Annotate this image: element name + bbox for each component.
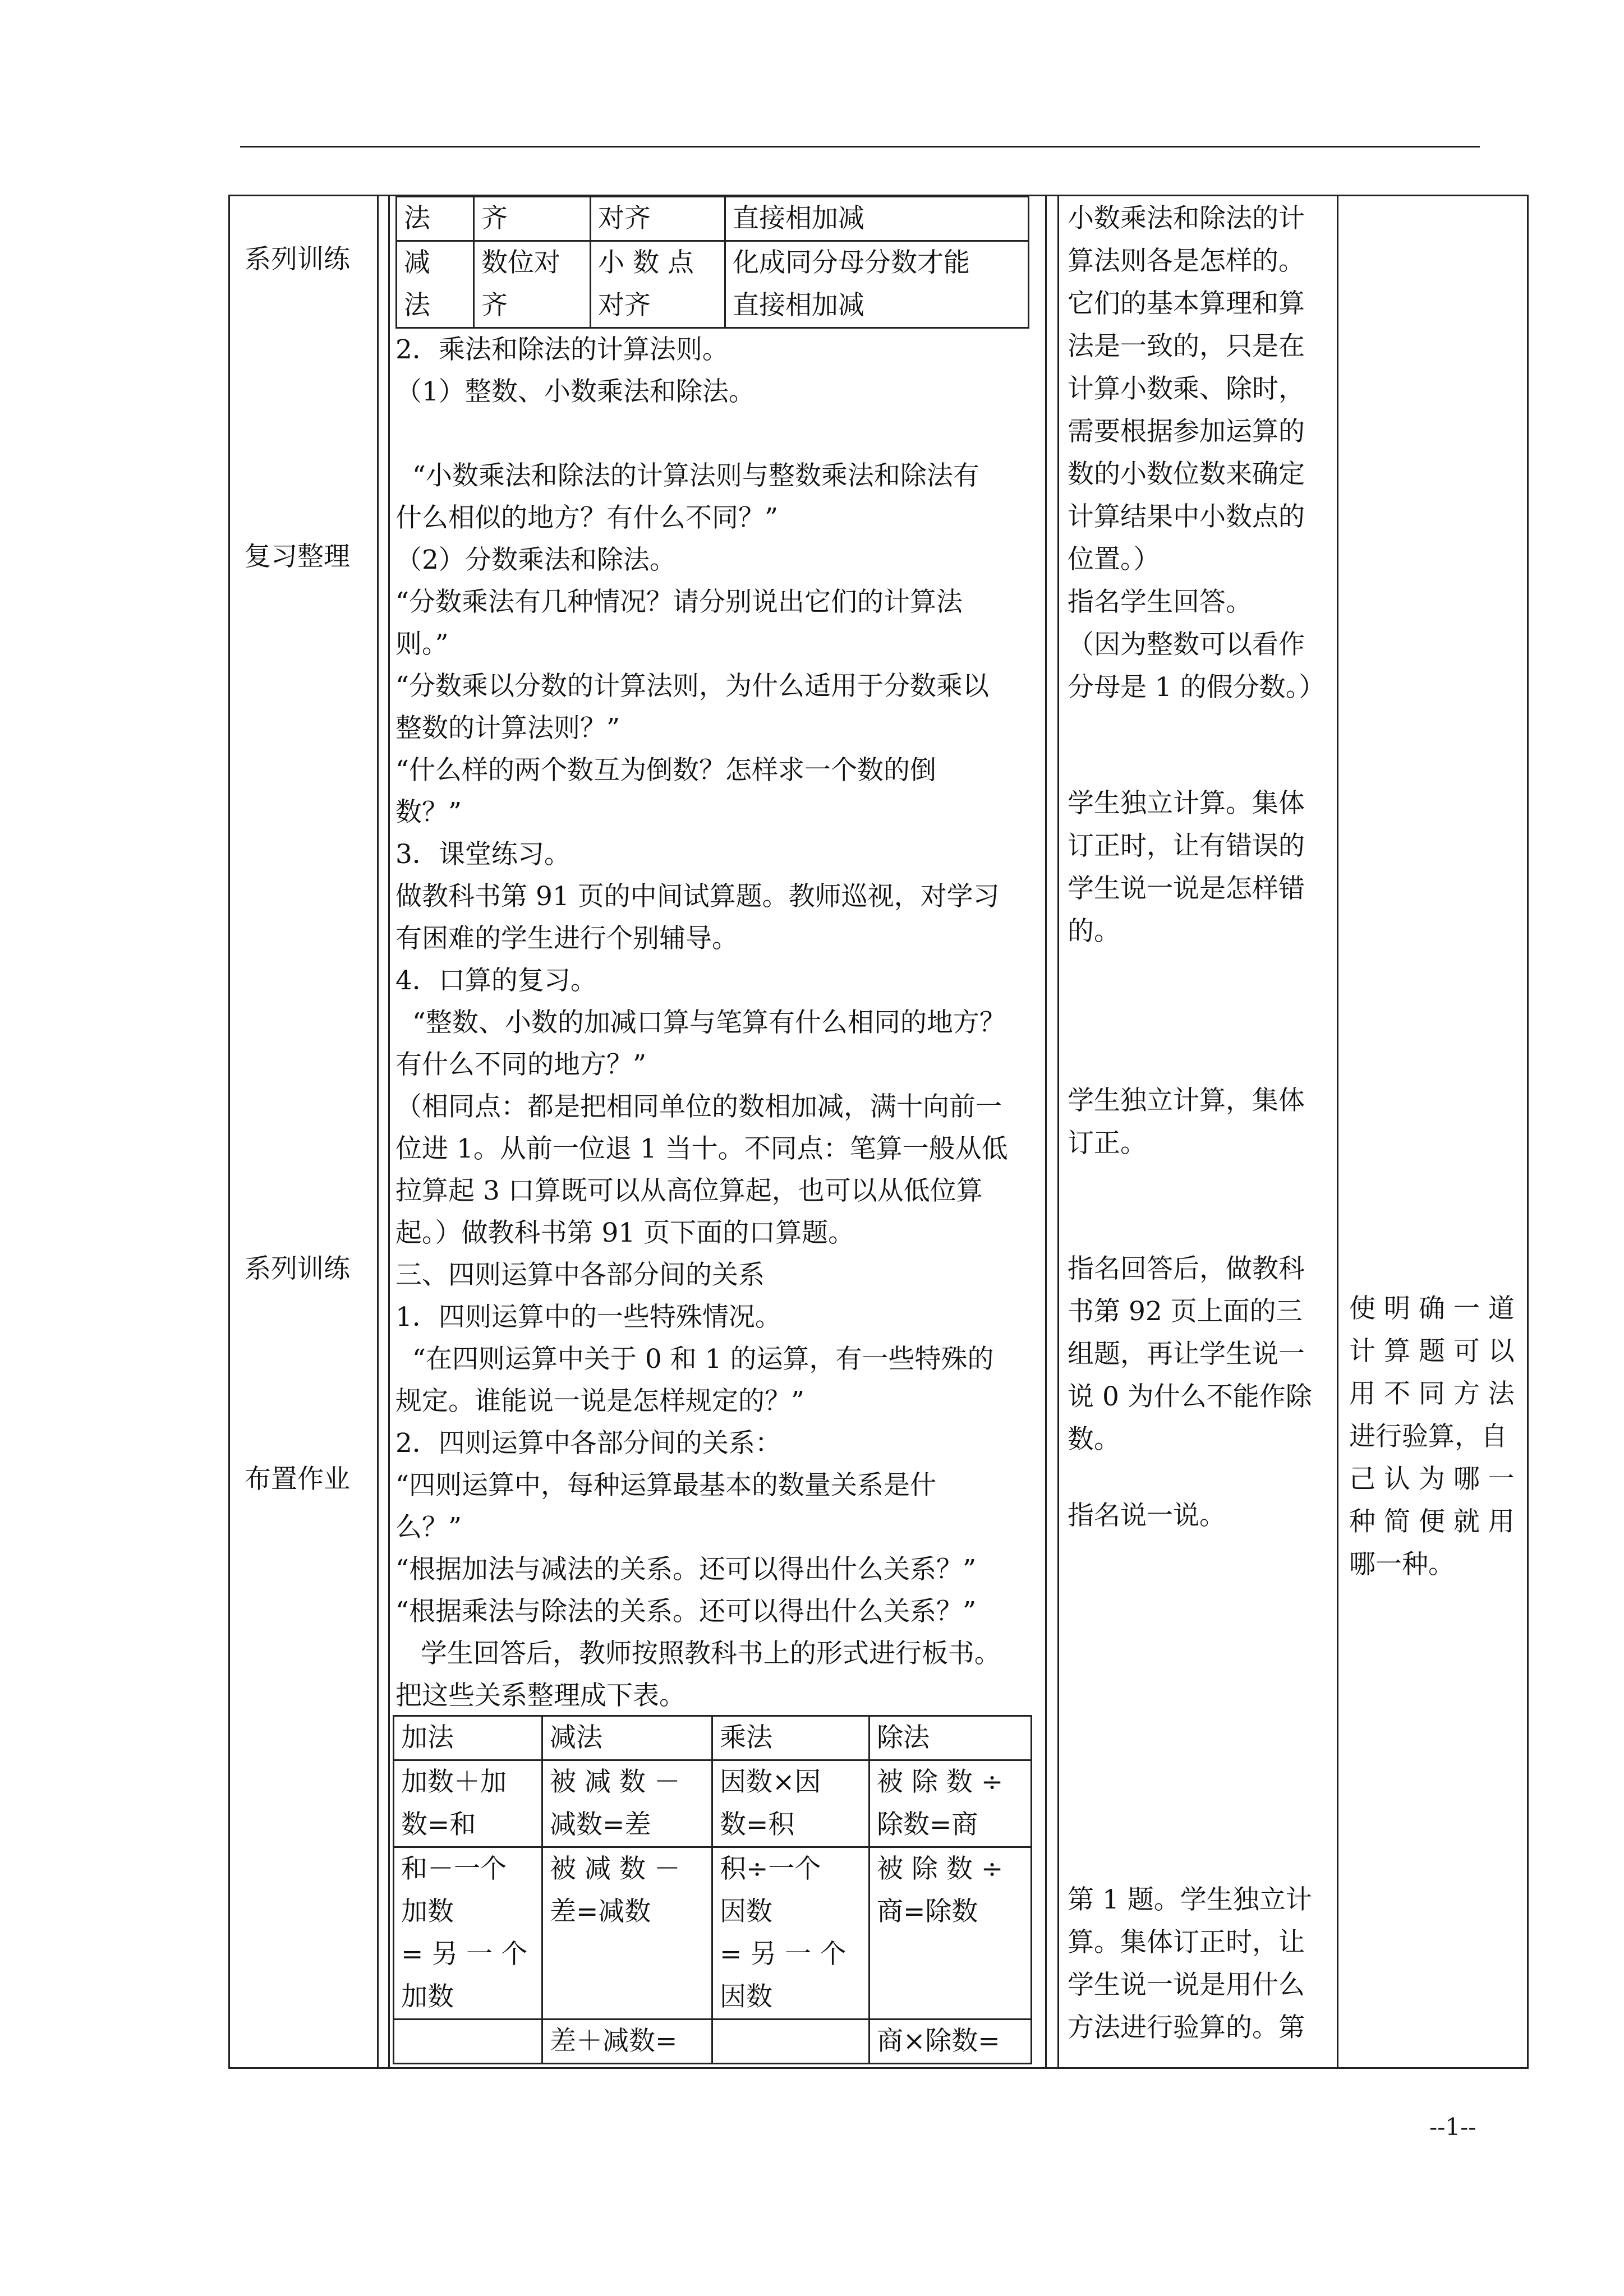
table-row <box>394 1760 1032 1847</box>
table-cell: 直接相加减 <box>725 197 1029 241</box>
header-rule <box>240 146 1480 147</box>
page-number: --1-- <box>1429 2113 1476 2141</box>
table-row <box>394 1847 1032 2020</box>
text-line: 4．口算的复习。 <box>395 965 597 996</box>
table-cell: 对齐 <box>591 197 725 241</box>
table-cell: 小 数 点 对齐 <box>591 241 725 328</box>
table-cell: 积÷一个 因数 = 另 一 个 因数 <box>712 1847 869 2020</box>
teacher-note: 学生独立计算。集体 订正时，让有错误的 学生说一说是怎样错 的。 <box>1068 788 1305 947</box>
text-line: “整数、小数的加减口算与笔算有什么相同的地方？ <box>395 1007 1006 1038</box>
add-subtract-rules-table <box>395 196 1029 329</box>
teacher-note: 第 1 题。学生独立计 算。集体订正时，让 学生说一说是用什么 方法进行验算的。第 <box>1068 1884 1312 2043</box>
stage-label: 系列训练 <box>245 244 350 275</box>
table-cell <box>394 2020 542 2064</box>
column-divider <box>1337 195 1338 2069</box>
column-divider <box>377 195 379 2069</box>
table-cell: 齐 <box>474 197 591 241</box>
text-line: 3．课堂练习。 <box>395 839 571 870</box>
text-line: “小数乘法和除法的计算法则与整数乘法和除法有 <box>395 460 979 491</box>
table-header: 除法 <box>869 1716 1032 1760</box>
text-line: “分数乘以分数的计算法则，为什么适用于分数乘以 <box>395 671 990 702</box>
table-cell: 被 减 数 － 差=减数 <box>542 1847 712 2020</box>
table-cell: 被 减 数 － 减数=差 <box>542 1760 712 1847</box>
text-line: 起。）做教科书第 91 页下面的口算题。 <box>395 1218 855 1248</box>
table-cell: 法 <box>397 197 474 241</box>
text-line: 有困难的学生进行个别辅导。 <box>395 923 738 954</box>
table-row <box>397 197 1029 241</box>
column-divider <box>1057 195 1059 2069</box>
teacher-note: 指名说一说。 <box>1068 1500 1226 1531</box>
text-line: “在四则运算中关于 0 和 1 的运算，有一些特殊的 <box>395 1344 994 1375</box>
text-line: （相同点：都是把相同单位的数相加减，满十向前一 <box>395 1091 1002 1122</box>
text-line: 什么相似的地方？有什么不同？” <box>395 502 779 533</box>
table-cell: 和－一个 加数 = 另 一 个 加数 <box>394 1847 542 2020</box>
text-line: 拉算起 3 口算既可以从高位算起，也可以从低位算 <box>395 1175 983 1206</box>
column-divider <box>388 195 390 2069</box>
text-line: （2）分数乘法和除法。 <box>395 545 676 575</box>
text-line: “什么样的两个数互为倒数？怎样求一个数的倒 <box>395 755 937 786</box>
table-cell: 加数＋加 数=和 <box>394 1760 542 1847</box>
text-line: 有什么不同的地方？” <box>395 1049 647 1080</box>
text-line: （1）整数、小数乘法和除法。 <box>395 376 755 407</box>
text-line: 整数的计算法则？” <box>395 713 620 744</box>
stage-label: 复习整理 <box>245 541 350 572</box>
design-intent-note: 使 明 确 一 道 计 算 题 可 以 用 不 同 方 法 进行验算，自 己 认 为 哪 一 种 简 便 就 用 哪一种。 <box>1349 1293 1515 1580</box>
text-line: “根据乘法与除法的关系。还可以得出什么关系？” <box>395 1596 977 1627</box>
table-cell: 差＋减数= <box>542 2020 712 2064</box>
table-row <box>394 1716 1032 1760</box>
teacher-note: 指名回答后，做教科 书第 92 页上面的三 组题，再让学生说一 说 0 为什么不能作除 数。 <box>1068 1253 1312 1455</box>
text-line: 规定。谁能说一说是怎样规定的？” <box>395 1386 805 1417</box>
text-line: 2．乘法和除法的计算法则。 <box>395 334 729 365</box>
operations-relations-table <box>393 1715 1032 2064</box>
text-line: 则。” <box>395 629 449 660</box>
stage-label: 布置作业 <box>245 1464 350 1495</box>
text-line: 做教科书第 91 页的中间试算题。教师巡视，对学习 <box>395 881 1000 912</box>
text-line: 三、四则运算中各部分间的关系 <box>395 1260 765 1290</box>
text-line: 把这些关系整理成下表。 <box>395 1680 686 1711</box>
text-line: 2．四则运算中各部分间的关系： <box>395 1428 781 1459</box>
table-header: 减法 <box>542 1716 712 1760</box>
text-line: 学生回答后，教师按照教科书上的形式进行板书。 <box>395 1638 1001 1669</box>
column-divider <box>1045 195 1047 2069</box>
table-cell: 被 除 数 ÷ 除数=商 <box>869 1760 1032 1847</box>
text-line: “四则运算中，每种运算最基本的数量关系是什 <box>395 1470 937 1501</box>
text-line: 么？” <box>395 1512 462 1543</box>
teacher-note: 学生独立计算，集体 订正。 <box>1068 1085 1305 1159</box>
table-header: 乘法 <box>712 1716 869 1760</box>
table-cell: 减 法 <box>397 241 474 328</box>
text-line: 数？” <box>395 797 462 828</box>
text-line: “分数乘法有几种情况？请分别说出它们的计算法 <box>395 587 963 617</box>
table-cell: 化成同分母分数才能 直接相加减 <box>725 241 1029 328</box>
text-line: 1．四则运算中的一些特殊情况。 <box>395 1302 781 1333</box>
table-cell <box>712 2020 869 2064</box>
table-cell: 商×除数= <box>869 2020 1032 2064</box>
table-header: 加法 <box>394 1716 542 1760</box>
table-row <box>397 241 1029 328</box>
teacher-note: 小数乘法和除法的计 算法则各是怎样的。 它们的基本算理和算 法是一致的，只是在 计算小数乘、除时， 需要根据参加运算的 数的小数位数来确定 计算结果中小数点的 位置。） 指名学生回答。 （因为整数可以看作 分母是 1 的假分数。） <box>1068 203 1326 703</box>
stage-label: 系列训练 <box>245 1253 350 1284</box>
table-cell: 被 除 数 ÷ 商=除数 <box>869 1847 1032 2020</box>
table-row <box>394 2020 1032 2064</box>
text-line: 位进 1。从前一位退 1 当十。不同点：笔算一般从低 <box>395 1133 1008 1164</box>
text-line: “根据加法与减法的关系。还可以得出什么关系？” <box>395 1554 977 1585</box>
table-cell: 因数×因 数=积 <box>712 1760 869 1847</box>
table-cell: 数位对 齐 <box>474 241 591 328</box>
